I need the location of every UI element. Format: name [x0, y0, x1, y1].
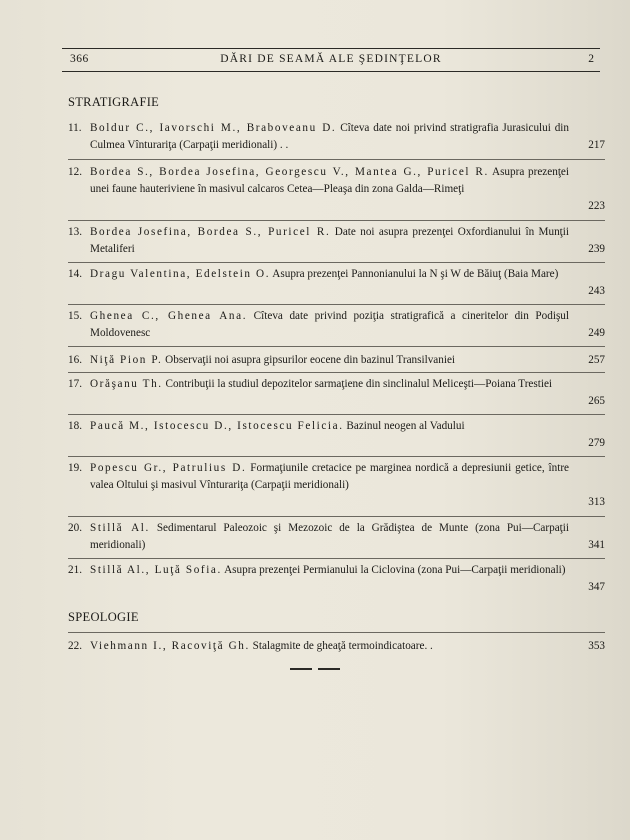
entry-title: Sedimentarul Paleozoic şi Mezozoic de la Grădiştea de Munte (zona Pui—Carpaţii meridionali)	[90, 522, 569, 551]
toc-entry	[68, 520, 605, 554]
entry-number: 16.	[68, 354, 82, 366]
entry-number: 20.	[68, 522, 82, 534]
entry-number: 14.	[68, 268, 82, 280]
header-page-number: 366	[70, 53, 89, 65]
entry-title: Date noi asupra prezenţei Oxfordianului în Munţii Metaliferi	[90, 226, 570, 255]
entry-body	[90, 224, 569, 258]
entry-authors: Boldur C., Iavorschi M., Braboveanu D.	[90, 122, 337, 134]
entry-body	[90, 308, 569, 342]
entry-divider	[68, 558, 605, 559]
entry-number: 13.	[68, 226, 82, 238]
entry-body	[90, 460, 569, 494]
entry-authors: Dragu Valentina, Edelstein O.	[90, 268, 271, 280]
entry-divider	[68, 414, 605, 415]
entry-body	[90, 562, 569, 579]
toc-entry	[68, 418, 605, 452]
entry-page: 257	[588, 354, 605, 366]
entry-body	[90, 164, 569, 198]
entry-divider	[68, 220, 605, 221]
entry-divider	[68, 456, 605, 457]
entry-body	[90, 418, 569, 435]
end-ornament-left	[290, 668, 312, 670]
entry-authors: Popescu Gr., Patrulius D.	[90, 462, 247, 474]
entry-number: 18.	[68, 420, 82, 432]
entry-title: Observaţii noi asupra gipsurilor eocene din bazinul Transilvaniei	[165, 354, 456, 366]
entry-title: Stalagmite de gheaţă termoindicatoare. .	[252, 640, 433, 652]
entry-divider	[68, 372, 605, 373]
entry-title: Cîteva date privind poziţia stratigrafică a cineritelor din Podişul Moldovenesc	[90, 310, 570, 339]
entry-authors: Bordea S., Bordea Josefina, Georgescu V., Mantea G., Puricel R.	[90, 166, 489, 178]
toc-entry	[68, 120, 605, 154]
entry-title: Cîteva date noi privind stratigrafia Jurasicului din Culmea Vînturariţa (Carpaţii meridionali) . .	[90, 122, 570, 151]
entry-page: 347	[588, 581, 605, 593]
entry-divider	[68, 304, 605, 305]
running-header	[62, 48, 600, 72]
toc-entry	[68, 376, 605, 410]
entry-body	[90, 376, 569, 393]
entry-authors: Bordea Josefina, Bordea S., Puricel R.	[90, 226, 331, 238]
toc-entry	[68, 352, 605, 369]
entry-authors: Paucă M., Istocescu D., Istocescu Felicia.	[90, 420, 344, 432]
entry-page: 313	[588, 496, 605, 508]
entry-number: 11.	[68, 122, 82, 134]
entry-divider	[68, 262, 605, 263]
entry-number: 15.	[68, 310, 82, 322]
entry-page: 239	[588, 243, 605, 255]
entry-page: 265	[588, 395, 605, 407]
toc-entry	[68, 460, 605, 511]
toc-entry	[68, 308, 605, 342]
entry-title: Asupra prezenţei Pannonianului la N şi W de Băiuţ (Baia Mare)	[272, 268, 559, 280]
entry-page: 279	[588, 437, 605, 449]
entry-body	[90, 638, 569, 655]
entry-number: 12.	[68, 166, 82, 178]
entry-title: Asupra prezenţei Permianului la Ciclovina (zona Pui—Carpaţii meridionali)	[224, 564, 566, 576]
entry-title: Formaţiunile cretacice pe marginea nordică a depresiunii getice, între valea Oltului şi masivul Vînturariţa (Carpaţii meridionali)	[90, 462, 570, 491]
entry-number: 19.	[68, 462, 82, 474]
entry-authors: Stillă Al., Luţă Sofia.	[90, 564, 222, 576]
entry-divider	[68, 632, 605, 633]
entry-divider	[68, 346, 605, 347]
entry-page: 217	[588, 139, 605, 151]
entry-page: 243	[588, 285, 605, 297]
toc-entry	[68, 164, 605, 215]
entry-number: 21.	[68, 564, 82, 576]
entry-authors: Viehmann I., Racoviţă Gh.	[90, 640, 250, 652]
toc-entry	[68, 224, 605, 258]
entry-body	[90, 352, 569, 369]
entry-title: Asupra prezenţei unei faune hauteriviene în masivul calcaros Cetea—Pleaşa din zona Galda—Rimeţi	[90, 166, 569, 195]
entry-divider	[68, 516, 605, 517]
entry-number: 17.	[68, 378, 82, 390]
entry-title: Bazinul neogen al Vadului	[346, 420, 465, 432]
entry-page: 353	[588, 640, 605, 652]
entry-page: 223	[588, 200, 605, 212]
entry-body	[90, 266, 569, 283]
end-ornament-right	[318, 668, 340, 670]
entry-page: 249	[588, 327, 605, 339]
header-issue-number: 2	[588, 53, 594, 65]
header-title: DĂRI DE SEAMĂ ALE ŞEDINŢELOR	[220, 53, 442, 65]
toc-entry	[68, 266, 605, 300]
entry-divider	[68, 159, 605, 160]
entry-body	[90, 520, 569, 554]
toc-entry	[68, 562, 605, 596]
entry-authors: Orăşanu Th.	[90, 378, 163, 390]
section-heading-speologie: SPEOLOGIE	[68, 610, 139, 624]
entry-authors: Stillă Al.	[90, 522, 150, 534]
entry-authors: Niţă Pion P.	[90, 354, 163, 366]
toc-entry	[68, 638, 605, 655]
entry-number: 22.	[68, 640, 82, 652]
entry-title: Contribuţii la studiul depozitelor sarmaţiene din sinclinalul Meliceşti—Poiana Trestiei	[165, 378, 553, 390]
entry-page: 341	[588, 539, 605, 551]
entry-body	[90, 120, 569, 154]
section-heading-stratigrafie: STRATIGRAFIE	[68, 95, 160, 109]
entry-authors: Ghenea C., Ghenea Ana.	[90, 310, 248, 322]
